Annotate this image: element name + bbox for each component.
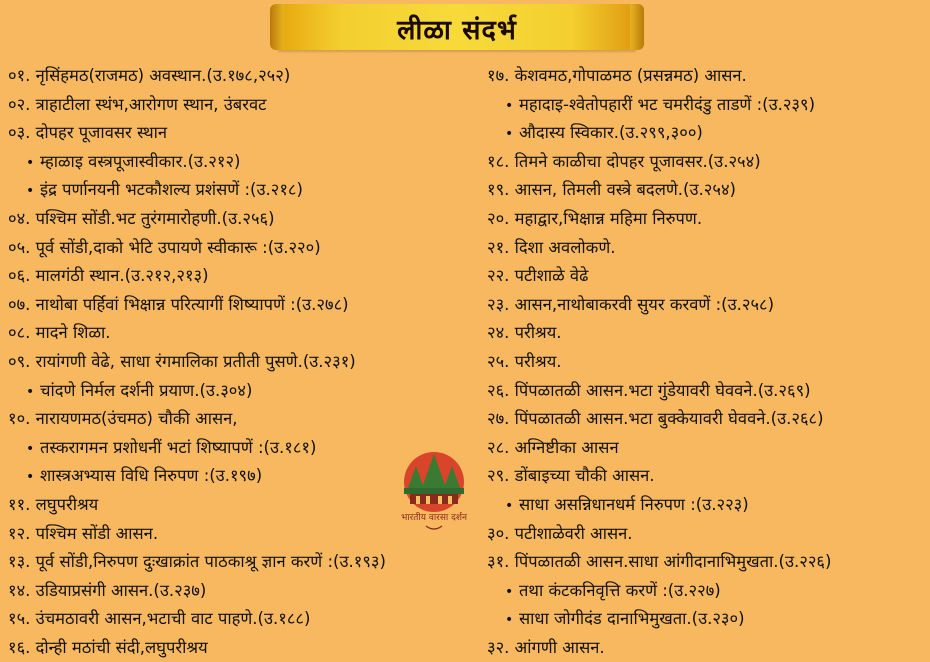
- reference-text: तथा कंटकनिवृत्ति करणें :(उ.२२७): [519, 580, 721, 600]
- reference-text: २२. पटीशाळे वेढे: [487, 266, 589, 286]
- reference-text: तस्करागमन प्रशोधनीं भटां शिष्यापणें :(उ.१८१): [40, 437, 317, 457]
- reference-item: [487, 205, 927, 234]
- reference-text: ३०. पटीशाळेवरी आसन.: [487, 523, 633, 543]
- reference-item: [487, 176, 927, 205]
- reference-text: २६. पिंपळातळी आसन.भटा गुंडेयावरी घेववने.(उ.२६९): [487, 380, 811, 400]
- reference-text: २०. महाद्वार,भिक्षान्न महिमा निरुपण.: [487, 208, 703, 228]
- reference-item: [487, 462, 927, 491]
- reference-item: [8, 634, 478, 662]
- reference-text: २७. पिंपळातळी आसन.भटा बुक्केयावरी घेववने.(उ.२६८): [487, 409, 824, 429]
- reference-item: [8, 405, 478, 434]
- bullet-icon: •: [505, 612, 514, 629]
- bullet-icon: •: [26, 440, 35, 457]
- bullet-icon: •: [505, 497, 514, 514]
- bullet-icon: •: [505, 126, 514, 143]
- reference-text: १२. पश्चिम सोंडी आसन.: [8, 523, 159, 543]
- reference-item: [8, 119, 478, 148]
- reference-item: [487, 348, 927, 377]
- reference-item: [487, 262, 927, 291]
- reference-item: [8, 91, 478, 120]
- bullet-icon: •: [26, 469, 35, 486]
- reference-text: २३. आसन,नाथोबाकरवी सुयर करवणें :(उ.२५८): [487, 294, 775, 314]
- reference-text: ११. लघुपरीश्रय: [8, 494, 99, 514]
- reference-item: [8, 605, 478, 634]
- reference-text: १७. केशवमठ,गोपाळमठ (प्रसन्नमठ) आसन.: [487, 66, 747, 85]
- reference-subitem: [8, 377, 478, 406]
- reference-text: २८. अग्निष्टीका आसन: [487, 437, 619, 457]
- reference-text: १९. आसन, तिमली वस्त्रे बदलणे.(उ.२५४): [487, 180, 736, 200]
- reference-text: ३१. पिंपळातळी आसन.साधा आंगीदानाभिमुखता.(उ.२२६): [487, 552, 832, 572]
- reference-text: ०४. पश्चिम सोंडी.भट तुरंगमारोहणी.(उ.२५६): [8, 208, 275, 228]
- reference-text: ३२. आंगणी आसन.: [487, 637, 605, 657]
- reference-text: महादाइ-श्वेतोपहारीं भट चमरीदंडु ताडणें :(उ.२३९): [519, 94, 816, 114]
- bullet-icon: •: [26, 383, 35, 400]
- reference-text: २१. दिशा अवलोकणे.: [487, 237, 616, 257]
- reference-text: ०३. दोपहर पूजावसर स्थान: [8, 123, 168, 143]
- reference-subitem: [487, 605, 927, 634]
- reference-item: [487, 319, 927, 348]
- bullet-icon: •: [505, 97, 514, 114]
- reference-item: [487, 405, 927, 434]
- left-reference-list: [8, 62, 478, 662]
- reference-item: [487, 291, 927, 320]
- reference-item: [487, 634, 927, 662]
- reference-text: म्हाळाइ वस्त्रपूजास्वीकार.(उ.२१२): [40, 151, 241, 171]
- reference-subitem: [8, 176, 478, 205]
- title-banner: [278, 4, 636, 50]
- reference-text: ०८. मादने शिळा.: [8, 323, 111, 343]
- logo-text: भारतीय वारसा दर्शन: [400, 513, 468, 523]
- reference-subitem: [487, 491, 927, 520]
- reference-text: १०. नारायणमठ(उंचमठ) चौकी आसन,: [8, 409, 238, 429]
- reference-item: [487, 548, 927, 577]
- reference-text: १८. तिमने काळीचा दोपहर पूजावसर.(उ.२५४): [487, 151, 761, 171]
- reference-text: २९. डोंबाइच्या चौकी आसन.: [487, 466, 655, 486]
- temple-logo: [386, 448, 482, 534]
- reference-item: [487, 377, 927, 406]
- reference-item: [8, 205, 478, 234]
- reference-text: ०२. त्राहाटीला स्थंभ,आरोगण स्थान, उंबरवट: [8, 94, 267, 114]
- reference-subitem: [487, 119, 927, 148]
- reference-text: ०१. नृसिंहमठ(राजमठ) अवस्थान.(उ.१७८,२५२): [8, 66, 291, 85]
- right-reference-list: [487, 62, 927, 662]
- reference-text: शास्त्रअभ्यास विधि निरुपण :(उ.१९७): [40, 466, 263, 486]
- reference-subitem: [487, 577, 927, 606]
- reference-item: [487, 520, 927, 549]
- reference-item: [487, 234, 927, 263]
- reference-item: [8, 291, 478, 320]
- reference-text: २४. परीश्रय.: [487, 323, 562, 343]
- reference-item: [8, 234, 478, 263]
- reference-text: औदास्य स्विकार.(उ.२९९,३००): [519, 123, 703, 143]
- bullet-icon: •: [505, 583, 514, 600]
- reference-text: ०९. रायांगणी वेढे, साधा रंगमालिका प्रतीती पुसणे.(उ.२३१): [8, 351, 356, 371]
- reference-item: [8, 62, 478, 91]
- reference-text: साधा असन्निधानधर्म निरुपण :(उ.२२३): [519, 494, 749, 514]
- reference-text: ०५. पूर्व सोंडी,दाको भेटि उपायणे स्वीकारू :(उ.२२०): [8, 237, 321, 257]
- reference-text: चांदणे निर्मल दर्शनी प्रयाण.(उ.३०४): [40, 380, 253, 400]
- bullet-icon: •: [26, 154, 35, 171]
- reference-text: १५. उंचमठावरी आसन,भटाची वाट पाहणे.(उ.१८८): [8, 609, 311, 629]
- reference-item: [487, 62, 927, 91]
- reference-text: २५. परीश्रय.: [487, 351, 562, 371]
- reference-item: [8, 319, 478, 348]
- reference-text: १४. उडियाप्रसंगी आसन.(उ.२३७): [8, 580, 207, 600]
- reference-item: [8, 577, 478, 606]
- reference-text: १३. पूर्व सोंडी,निरुपण दुःखाक्रांत पाठकाश्रू ज्ञान करणें :(उ.१९३): [8, 552, 386, 572]
- reference-text: इंद्र पर्णानयनी भटकौशल्य प्रशंसणें :(उ.२१८): [40, 180, 303, 200]
- reference-item: [8, 348, 478, 377]
- reference-item: [487, 148, 927, 177]
- reference-text: ०७. नाथोबा पर्हिवां भिक्षान्न परित्यागीं शिष्यापणें :(उ.२७८): [8, 294, 349, 314]
- reference-item: [8, 262, 478, 291]
- bullet-icon: •: [26, 183, 35, 200]
- page-title: लीळा संदर्भ: [397, 15, 517, 46]
- reference-subitem: [487, 91, 927, 120]
- reference-text: ०६. मालगंठी स्थान.(उ.२१२,२१३): [8, 266, 209, 286]
- reference-item: [487, 434, 927, 463]
- reference-subitem: [8, 148, 478, 177]
- reference-item: [8, 548, 478, 577]
- reference-text: १६. दोन्ही मठांची संदी,लघुपरीश्रय: [8, 637, 208, 657]
- reference-text: साधा जोगीदंड दानाभिमुखता.(उ.२३०): [519, 609, 745, 629]
